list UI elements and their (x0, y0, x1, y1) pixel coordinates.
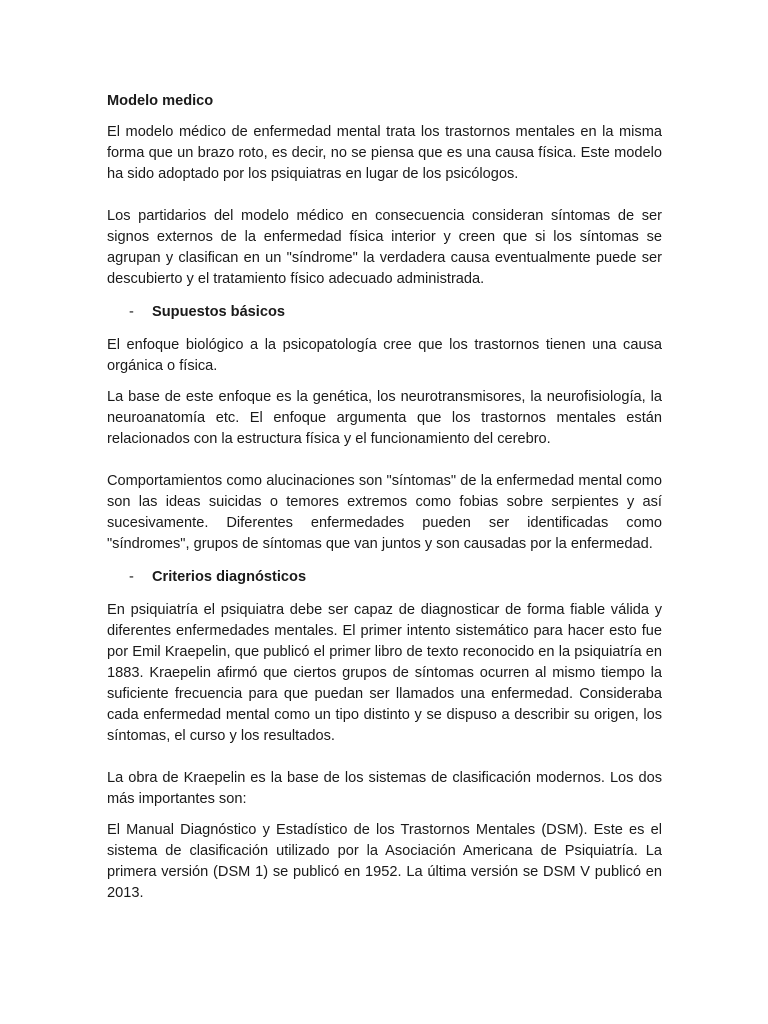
section-heading-supuestos (107, 302, 662, 323)
bullet-dash: - (129, 304, 134, 320)
section-heading-label: Supuestos básicos (152, 304, 286, 320)
paragraph-modelo-medico: El modelo médico de enfermedad mental trata los trastornos mentales en la misma forma que un brazo roto, es decir, no se piensa que es una causa física. Este modelo ha sido adoptado por los psiquiatras en lugar de los psicólogos. (107, 124, 662, 182)
document-page (107, 91, 662, 916)
section-heading-label: Criterios diagnósticos (152, 569, 307, 585)
bullet-dash: - (129, 569, 134, 585)
paragraph-comportamientos: Comportamientos como alucinaciones son "síntomas" de la enfermedad mental como son las ideas suicidas o temores extremos como fobias sobre serpientes y así sucesivamente. Diferentes enfermedades pueden ser identificadas como "síndromes", grupos de síntomas que van juntos y son causadas por la enfermedad. (107, 473, 662, 552)
paragraph-obra-kraepelin: La obra de Kraepelin es la base de los sistemas de clasificación modernos. Los dos más importantes son: (107, 770, 662, 807)
section-heading-criterios (107, 567, 662, 588)
paragraph-enfoque-biologico: El enfoque biológico a la psicopatología cree que los trastornos tienen una causa orgánica o física. (107, 337, 662, 374)
paragraph-base-enfoque: La base de este enfoque es la genética, los neurotransmisores, la neurofisiología, la neuroanatomía etc. El enfoque argumenta que los trastornos mentales están relacionados con la estructura física y el funcionamiento del cerebro. (107, 389, 662, 447)
document-title: Modelo medico (107, 93, 214, 109)
paragraph-dsm: El Manual Diagnóstico y Estadístico de los Trastornos Mentales (DSM). Este es el sistema de clasificación utilizado por la Asociación Americana de Psiquiatría. La primera versión (DSM 1) se publicó en 1952. La última versión se DSM V publicó en 2013. (107, 822, 662, 901)
paragraph-psiquiatria: En psiquiatría el psiquiatra debe ser capaz de diagnosticar de forma fiable válida y diferentes enfermedades mentales. El primer intento sistemático para hacer esto fue por Emil Kraepelin, que publicó el primer libro de texto reconocido en la psiquiatría en 1883. Kraepelin afirmó que ciertos grupos de síntomas ocurren al mismo tiempo la suficiente frecuencia para que puedan ser llamados una enfermedad. Consideraba cada enfermedad mental como un tipo distinto y se dispuso a describir su origen, los síntomas, el curso y los resultados. (107, 602, 662, 744)
paragraph-partidarios: Los partidarios del modelo médico en consecuencia consideran síntomas de ser signos externos de la enfermedad física interior y creen que si los síntomas se agrupan y clasifican en un "síndrome" la verdadera causa eventualmente puede ser descubierto y el tratamiento físico adecuado administrada. (107, 208, 662, 287)
